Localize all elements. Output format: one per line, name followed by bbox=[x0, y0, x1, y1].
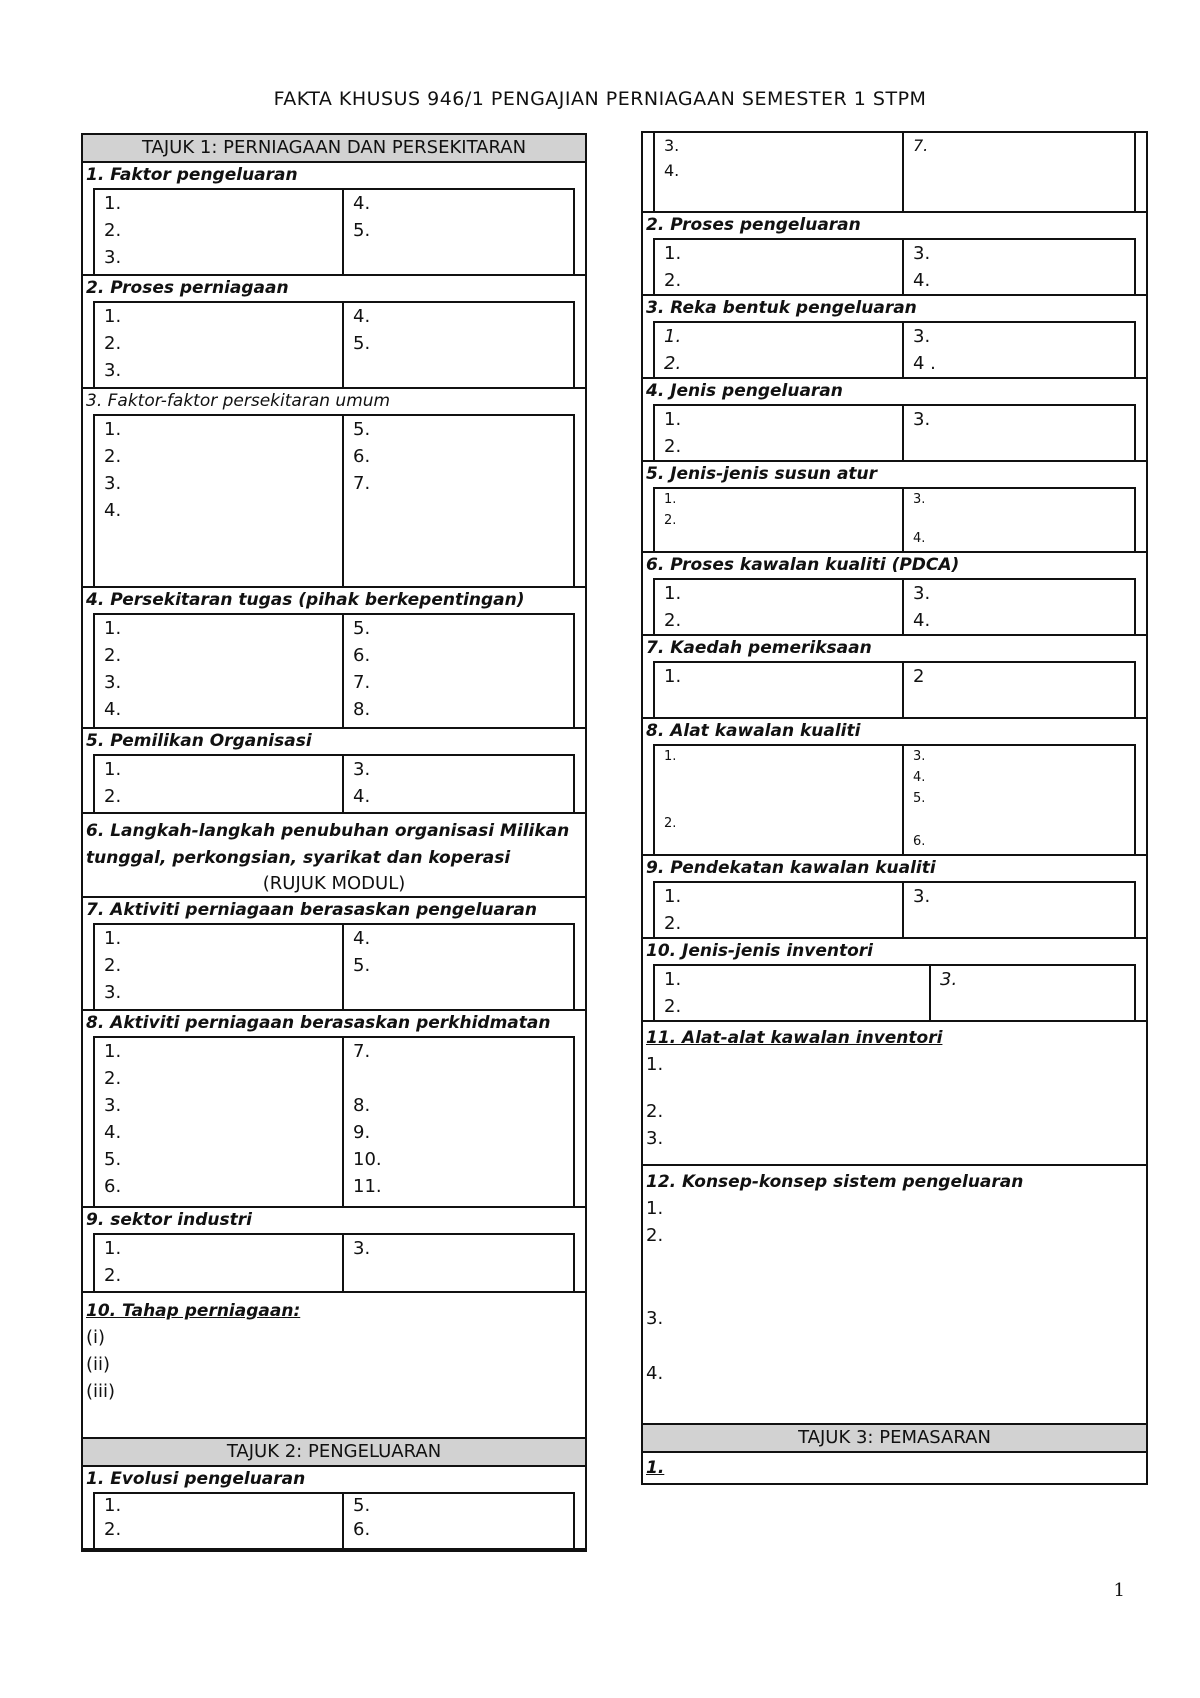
l-section-3 bbox=[83, 389, 585, 588]
list-item: 1. bbox=[664, 492, 677, 507]
list-item: 4. bbox=[104, 500, 122, 521]
tajuk1-box bbox=[81, 133, 587, 1552]
list-item: 2. bbox=[664, 996, 682, 1017]
tajuk1-header: TAJUK 1: PERNIAGAAN DAN PERSEKITARAN bbox=[83, 135, 585, 163]
list-item: 7. bbox=[913, 136, 929, 155]
list-item: 1. bbox=[104, 1238, 122, 1259]
l-section-1 bbox=[83, 163, 585, 276]
list-item: 8. bbox=[353, 699, 371, 720]
list-item: 4. bbox=[913, 770, 926, 785]
list-item: 9. bbox=[353, 1122, 371, 1143]
l-section-6 bbox=[83, 814, 585, 898]
list-item: 1. bbox=[646, 1054, 664, 1075]
l-s2-grid bbox=[93, 301, 575, 387]
list-item: 1. bbox=[664, 243, 682, 264]
list-item: 1. bbox=[104, 193, 122, 214]
r-section-11 bbox=[643, 1026, 1146, 1166]
list-item: 4. bbox=[353, 786, 371, 807]
list-item: 2. bbox=[646, 1225, 664, 1246]
list-item: 2. bbox=[104, 955, 122, 976]
list-item: 2. bbox=[104, 1265, 122, 1286]
list-item: (ii) bbox=[86, 1354, 111, 1375]
list-item: 2. bbox=[664, 513, 677, 528]
list-item: 1. bbox=[664, 409, 682, 430]
list-item: 3. bbox=[913, 583, 931, 604]
list-item: 3. bbox=[646, 1308, 664, 1329]
list-item: 3. bbox=[104, 982, 122, 1003]
r-section-10 bbox=[643, 939, 1146, 1022]
list-item: 3. bbox=[104, 1095, 122, 1116]
list-item: 1. bbox=[664, 886, 682, 907]
list-item: 5. bbox=[353, 618, 371, 639]
list-item: 6. bbox=[353, 645, 371, 666]
r-s8-heading: 8. Alat kawalan kualiti bbox=[646, 721, 861, 741]
l-s10-heading: 10. Tahap perniagaan: bbox=[86, 1301, 301, 1321]
l-s5-heading: 5. Pemilikan Organisasi bbox=[86, 731, 312, 751]
r-s4-grid bbox=[653, 404, 1136, 460]
list-item: 2. bbox=[104, 1068, 122, 1089]
l-section-4 bbox=[83, 588, 585, 729]
list-item: 7. bbox=[353, 473, 371, 494]
list-item: 5. bbox=[353, 220, 371, 241]
list-item: 3. bbox=[104, 473, 122, 494]
list-item: 7. bbox=[353, 672, 371, 693]
r-cont-grid bbox=[653, 133, 1136, 211]
list-item: 3. bbox=[104, 360, 122, 381]
list-item: 5. bbox=[353, 333, 371, 354]
list-item: 6. bbox=[353, 446, 371, 467]
r-s5-heading: 5. Jenis-jenis susun atur bbox=[646, 464, 878, 484]
list-item: 1. bbox=[104, 306, 122, 327]
r-continued bbox=[643, 133, 1146, 213]
list-item: 2. bbox=[664, 353, 682, 374]
l-s9-grid bbox=[93, 1233, 575, 1291]
list-item: 2. bbox=[104, 1519, 122, 1540]
list-item: (i) bbox=[86, 1327, 106, 1348]
list-item: 1. bbox=[664, 969, 682, 990]
l-s7-grid bbox=[93, 923, 575, 1009]
list-item: 4. bbox=[913, 531, 926, 546]
list-item: 3. bbox=[940, 969, 958, 990]
list-item: 5. bbox=[353, 955, 371, 976]
list-item: 5. bbox=[104, 1149, 122, 1170]
l-s1-heading: 1. Faktor pengeluaran bbox=[86, 165, 298, 185]
r-section-6 bbox=[643, 553, 1146, 636]
r-s12-heading: 12. Konsep-konsep sistem pengeluaran bbox=[646, 1172, 1024, 1192]
r-s7-grid bbox=[653, 661, 1136, 717]
list-item: 6. bbox=[104, 1176, 122, 1197]
r-s6-grid bbox=[653, 578, 1136, 634]
list-item: 2. bbox=[646, 1101, 664, 1122]
list-item: 3. bbox=[913, 749, 926, 764]
r-section-2 bbox=[643, 213, 1146, 296]
l-s8-grid bbox=[93, 1036, 575, 1206]
r-s2-heading: 2. Proses pengeluaran bbox=[646, 215, 861, 235]
list-item: 2. bbox=[664, 270, 682, 291]
right-column bbox=[641, 131, 1148, 1485]
r-s10-heading: 10. Jenis-jenis inventori bbox=[646, 941, 873, 961]
r-s3-heading: 3. Reka bentuk pengeluaran bbox=[646, 298, 917, 318]
r-s11-heading: 11. Alat-alat kawalan inventori bbox=[646, 1028, 943, 1048]
list-item: 3. bbox=[913, 409, 931, 430]
r-s3-grid bbox=[653, 321, 1136, 377]
l-s4-grid bbox=[93, 613, 575, 727]
list-item: 1. bbox=[664, 326, 682, 347]
t3-item: 1. bbox=[646, 1458, 665, 1478]
t2-s1-heading: 1. Evolusi pengeluaran bbox=[86, 1469, 306, 1489]
l-s7-heading: 7. Aktiviti perniagaan berasaskan pengeluaran bbox=[86, 900, 537, 920]
list-item: 4. bbox=[353, 193, 371, 214]
r-s8-grid bbox=[653, 744, 1136, 854]
list-item: 4. bbox=[913, 270, 931, 291]
list-item: 1. bbox=[104, 618, 122, 639]
list-item: 3. bbox=[646, 1128, 664, 1149]
l-section-8 bbox=[83, 1011, 585, 1208]
list-item: 2. bbox=[104, 220, 122, 241]
l-section-7 bbox=[83, 898, 585, 1011]
list-item: 7. bbox=[353, 1041, 371, 1062]
t2-s1-grid bbox=[93, 1492, 575, 1548]
left-column bbox=[81, 133, 587, 1552]
list-item: 1. bbox=[104, 1495, 122, 1516]
list-item bbox=[344, 1065, 382, 1092]
r-s4-heading: 4. Jenis pengeluaran bbox=[646, 381, 843, 401]
list-item: 10. bbox=[353, 1149, 382, 1170]
list-item: 5. bbox=[353, 1495, 371, 1516]
list-item: 2. bbox=[664, 816, 677, 831]
list-item: 1. bbox=[104, 1041, 122, 1062]
list-item: 4. bbox=[353, 306, 371, 327]
list-item: 3. bbox=[913, 243, 931, 264]
l-s8-heading: 8. Aktiviti perniagaan berasaskan perkhidmatan bbox=[86, 1013, 551, 1033]
list-item: 3. bbox=[913, 492, 926, 507]
r-s2-grid bbox=[653, 238, 1136, 294]
page-title: FAKTA KHUSUS 946/1 PENGAJIAN PERNIAGAAN SEMESTER 1 STPM bbox=[273, 88, 927, 110]
list-item: 3. bbox=[353, 759, 371, 780]
list-item: 1. bbox=[664, 583, 682, 604]
l-s4-heading: 4. Persekitaran tugas (pihak berkepentingan) bbox=[86, 590, 525, 610]
page-number: 1 bbox=[1113, 1580, 1125, 1601]
list-item: 4. bbox=[913, 610, 931, 631]
list-item: 3. bbox=[913, 326, 931, 347]
tajuk2-continued-box bbox=[641, 131, 1148, 1485]
list-item: 6. bbox=[353, 1519, 371, 1540]
r-s9-grid bbox=[653, 881, 1136, 937]
list-item: 8. bbox=[353, 1095, 371, 1116]
l-s3-heading: 3. Faktor-faktor persekitaran umum bbox=[86, 391, 391, 411]
list-item: 4. bbox=[353, 928, 371, 949]
r-s6-heading: 6. Proses kawalan kualiti (PDCA) bbox=[646, 555, 960, 575]
list-item: 2. bbox=[664, 610, 682, 631]
list-item: 2. bbox=[664, 913, 682, 934]
list-item: 5. bbox=[913, 791, 926, 806]
l-section-9 bbox=[83, 1208, 585, 1293]
list-item: 1. bbox=[664, 666, 682, 687]
list-item: 3. bbox=[664, 136, 680, 155]
l-section-10 bbox=[83, 1299, 585, 1439]
list-item: 4. bbox=[104, 699, 122, 720]
r-s9-heading: 9. Pendekatan kawalan kualiti bbox=[646, 858, 936, 878]
r-section-3 bbox=[643, 296, 1146, 379]
list-item: 2. bbox=[104, 446, 122, 467]
list-item: 4. bbox=[664, 161, 680, 180]
list-item: 4. bbox=[646, 1363, 664, 1384]
list-item: 2. bbox=[104, 786, 122, 807]
r-s10-grid bbox=[653, 964, 1136, 1020]
r-s5-grid bbox=[653, 487, 1136, 551]
r-section-8 bbox=[643, 719, 1146, 856]
list-item: 11. bbox=[353, 1176, 382, 1197]
l-s6-note: (RUJUK MODUL) bbox=[262, 873, 406, 894]
l-s1-grid bbox=[93, 188, 575, 274]
list-item: 1. bbox=[664, 749, 677, 764]
l-section-2 bbox=[83, 276, 585, 389]
tajuk3-header: TAJUK 3: PEMASARAN bbox=[643, 1425, 1146, 1453]
r-section-4 bbox=[643, 379, 1146, 462]
list-item: 3. bbox=[104, 247, 122, 268]
l-s9-heading: 9. sektor industri bbox=[86, 1210, 252, 1230]
list-item: 2. bbox=[664, 436, 682, 457]
list-item: 4. bbox=[104, 1122, 122, 1143]
l-s6-heading: 6. Langkah-langkah penubuhan organisasi Milikan tunggal, perkongsian, syarikat dan koperasi bbox=[86, 821, 570, 868]
t2-section-1 bbox=[83, 1467, 585, 1550]
list-item: 1. bbox=[104, 759, 122, 780]
r-section-9 bbox=[643, 856, 1146, 939]
l-s3-grid bbox=[93, 414, 575, 586]
l-s2-heading: 2. Proses perniagaan bbox=[86, 278, 289, 298]
r-s7-heading: 7. Kaedah pemeriksaan bbox=[646, 638, 872, 658]
list-item: 5. bbox=[353, 419, 371, 440]
list-item: (iii) bbox=[86, 1381, 116, 1402]
list-item: 2. bbox=[104, 645, 122, 666]
list-item: 1. bbox=[646, 1198, 664, 1219]
list-item: 1. bbox=[104, 419, 122, 440]
list-item: 2 bbox=[913, 666, 925, 687]
l-section-5 bbox=[83, 729, 585, 814]
list-item: 4 . bbox=[913, 353, 936, 374]
list-item: 3. bbox=[104, 672, 122, 693]
tajuk2-header: TAJUK 2: PENGELUARAN bbox=[83, 1439, 585, 1467]
list-item: 6. bbox=[913, 834, 926, 849]
r-section-7 bbox=[643, 636, 1146, 719]
list-item: 3. bbox=[913, 886, 931, 907]
l-s5-grid bbox=[93, 754, 575, 812]
r-section-5 bbox=[643, 462, 1146, 553]
list-item: 3. bbox=[353, 1238, 371, 1259]
list-item: 2. bbox=[104, 333, 122, 354]
r-section-12 bbox=[643, 1170, 1146, 1425]
list-item: 1. bbox=[104, 928, 122, 949]
